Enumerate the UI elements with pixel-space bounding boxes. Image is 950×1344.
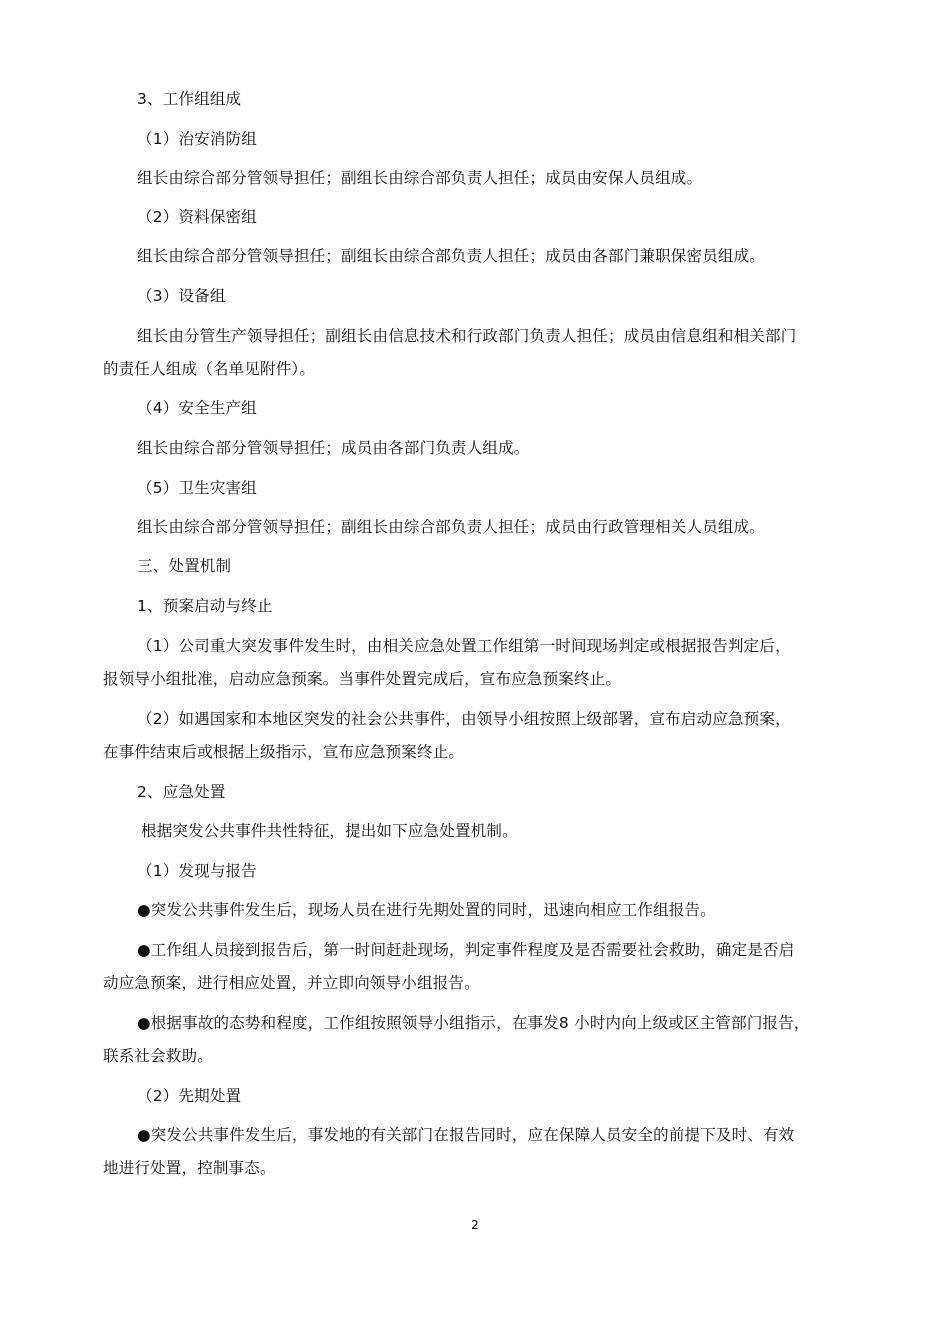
subheading-safety-production-group: （4）安全生产组 <box>137 399 257 417</box>
paragraph-line: 的责任人组成（名单见附件）。 <box>103 360 316 378</box>
heading-work-group-composition: 3、工作组组成 <box>137 90 242 108</box>
bullet-line: ●工作组人员接到报告后，第一时间赶赴现场，判定事件程度及是否需要社会救助，确定是否启 <box>137 941 795 959</box>
bullet-line: ●根据事故的态势和程度，工作组按照领导小组指示，在事发8 小时内向上级或区主管部门报告， <box>137 1014 810 1032</box>
heading-plan-start-stop: 1、预案启动与终止 <box>137 597 273 615</box>
paragraph-line: 报领导小组批准，启动应急预案。当事件处置完成后，宣布应急预案终止。 <box>103 670 622 688</box>
paragraph-line: 动应急预案，进行相应处置，并立即向领导小组报告。 <box>103 974 480 992</box>
bullet-line: ●突发公共事件发生后，事发地的有关部门在报告同时，应在保障人员安全的前提下及时、有效 <box>137 1126 795 1144</box>
paragraph-line: 在事件结束后或根据上级指示，宣布应急预案终止。 <box>103 743 465 761</box>
paragraph-line: 组长由分管生产领导担任；副组长由信息技术和行政部门负责人担任；成员由信息组和相关部门 <box>137 327 797 345</box>
paragraph-line: 组长由综合部分管领导担任；副组长由综合部负责人担任；成员由各部门兼职保密员组成。 <box>137 247 766 265</box>
paragraph-line: （2）如遇国家和本地区突发的社会公共事件，由领导小组按照上级部署，宣布启动应急预案， <box>137 710 791 728</box>
heading-emergency-response: 2、应急处置 <box>137 783 226 801</box>
paragraph-line: 组长由综合部分管领导担任；副组长由综合部负责人担任；成员由行政管理相关人员组成。 <box>137 518 766 536</box>
paragraph-line: 组长由综合部分管领导担任；副组长由综合部负责人担任；成员由安保人员组成。 <box>137 169 703 187</box>
heading-disposal-mechanism: 三、处置机制 <box>137 557 232 575</box>
subheading-initial-disposal: （2）先期处置 <box>137 1087 242 1105</box>
paragraph-line: 联系社会救助。 <box>103 1047 213 1065</box>
subheading-equipment-group: （3）设备组 <box>137 287 226 305</box>
paragraph-line: 地进行处置，控制事态。 <box>103 1159 276 1177</box>
page-number: 2 <box>471 1218 479 1232</box>
subheading-detection-report: （1）发现与报告 <box>137 862 257 880</box>
paragraph-line: （1）公司重大突发事件发生时，由相关应急处置工作组第一时间现场判定或根据报告判定后， <box>137 637 791 655</box>
bullet-line: ●突发公共事件发生后，现场人员在进行先期处置的同时，迅速向相应工作组报告。 <box>137 901 716 919</box>
paragraph-line: 根据突发公共事件共性特征，提出如下应急处置机制。 <box>141 822 518 840</box>
subheading-security-fire-group: （1）治安消防组 <box>137 130 257 148</box>
subheading-health-disaster-group: （5）卫生灾害组 <box>137 479 257 497</box>
subheading-confidential-group: （2）资料保密组 <box>137 208 257 226</box>
paragraph-line: 组长由综合部分管领导担任；成员由各部门负责人组成。 <box>137 439 530 457</box>
